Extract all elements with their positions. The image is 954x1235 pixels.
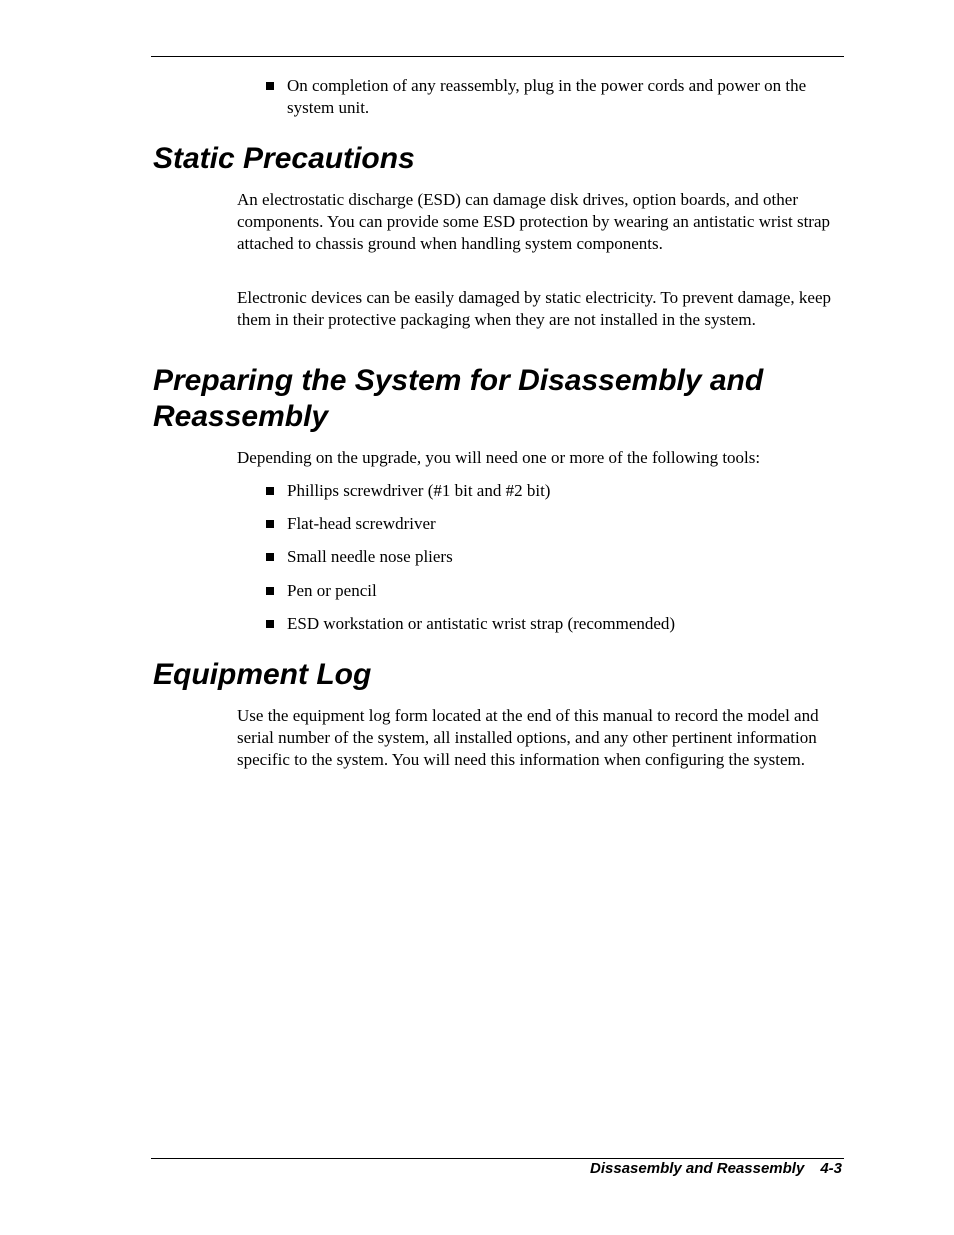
list-item-text: On completion of any reassembly, plug in the power cords and power on the system unit. <box>287 76 807 117</box>
list-item-text: Flat-head screwdriver <box>287 514 436 533</box>
list-item-text: Pen or pencil <box>287 581 377 600</box>
section-heading-equipment-log: Equipment Log <box>153 658 372 691</box>
square-bullet-icon <box>266 82 274 90</box>
list-item-text: Phillips screwdriver (#1 bit and #2 bit) <box>287 481 551 500</box>
footer-page-number: 4-3 <box>820 1160 842 1177</box>
header-rule <box>151 56 844 57</box>
section-heading-preparing-system: Preparing the System for Disassembly and Reassembly <box>153 364 764 433</box>
list-item <box>266 613 846 635</box>
square-bullet-icon <box>266 587 274 595</box>
list-item <box>266 580 846 602</box>
square-bullet-icon <box>266 487 274 495</box>
list-item <box>266 513 846 535</box>
paragraph-esd-damage: An electrostatic discharge (ESD) can damage disk drives, option boards, and other components. You can provide some ESD protection by wearing an antistatic wrist strap attached to chassis ground when handling system components. <box>237 190 830 253</box>
paragraph-equipment-log: Use the equipment log form located at the end of this manual to record the model and serial number of the system, all installed options, and any other pertinent information specific to the system. You will need this information when configuring the system. <box>237 706 819 769</box>
list-item-text: Small needle nose pliers <box>287 547 453 566</box>
paragraph-static-electricity: Electronic devices can be easily damaged by static electricity. To prevent damage, keep them in their protective packaging when they are not installed in the system. <box>237 288 832 329</box>
page-footer <box>590 1158 842 1180</box>
section-heading-static-precautions: Static Precautions <box>153 142 415 175</box>
square-bullet-icon <box>266 520 274 528</box>
list-item-intro <box>266 75 846 119</box>
list-item <box>266 546 846 568</box>
list-item-text: ESD workstation or antistatic wrist strap (recommended) <box>287 614 676 633</box>
square-bullet-icon <box>266 553 274 561</box>
list-item <box>266 480 846 502</box>
footer-chapter-title: Dissasembly and Reassembly <box>590 1160 805 1177</box>
square-bullet-icon <box>266 620 274 628</box>
paragraph-tools-intro: Depending on the upgrade, you will need one or more of the following tools: <box>237 448 761 467</box>
